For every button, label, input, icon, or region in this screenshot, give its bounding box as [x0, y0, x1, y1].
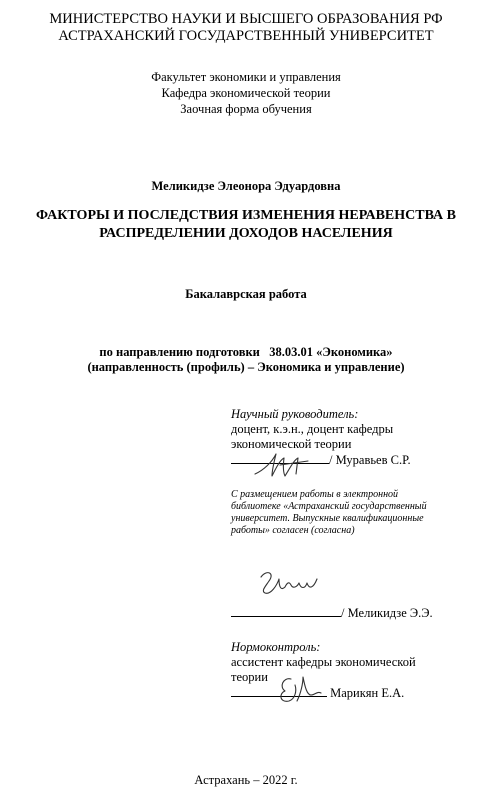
title-line: РАСПРЕДЕЛЕНИИ ДОХОДОВ НАСЕЛЕНИЯ	[99, 226, 393, 241]
normcontrol-block	[231, 640, 481, 701]
university-line: АСТРАХАНСКИЙ ГОСУДАРСТВЕННЫЙ УНИВЕРСИТЕТ	[58, 28, 434, 44]
author-name: Меликидзе Элеонора Эдуардовна	[151, 179, 341, 193]
department-name: Кафедра экономической теории	[161, 86, 331, 100]
supervisor-name: / Муравьев С.Р.	[329, 453, 411, 467]
faculty-block	[0, 69, 492, 117]
supervisor-label: Научный руководитель:	[231, 407, 359, 421]
student-name: / Меликидзе Э.Э.	[341, 606, 433, 620]
normcontrol-position-cont: теории	[231, 670, 268, 684]
profile-line: (направленность (профиль) – Экономика и управление)	[87, 360, 405, 374]
faculty-name: Факультет экономики и управления	[151, 70, 341, 84]
normcontrol-position: ассистент кафедры экономической	[231, 655, 416, 669]
agreement-line: университет. Выпускные квалификационные	[231, 513, 424, 524]
student-signature	[255, 567, 325, 601]
signature-line	[231, 605, 341, 617]
student-sign-row	[231, 605, 481, 621]
agreement-line: С размещением работы в электронной	[231, 489, 399, 500]
thesis-title	[0, 207, 492, 243]
agreement-line: работы» согласен (согласна)	[231, 525, 355, 536]
direction-block	[0, 345, 492, 375]
study-form: Заочная форма обучения	[180, 102, 312, 116]
normcontrol-label: Нормоконтроль:	[231, 640, 321, 654]
supervisor-signature	[250, 450, 320, 480]
city-year: Астрахань – 2022 г.	[194, 773, 298, 787]
agreement-block	[231, 489, 481, 537]
title-line: ФАКТОРЫ И ПОСЛЕДСТВИЯ ИЗМЕНЕНИЯ НЕРАВЕНСТВА В	[36, 208, 456, 223]
normcontrol-sign-row	[231, 685, 481, 701]
supervisor-position: доцент, к.э.н., доцент кафедры	[231, 422, 394, 436]
agreement-line: библиотеке «Астраханский государственный	[231, 501, 427, 512]
normcontrol-name: Марикян Е.А.	[330, 686, 405, 700]
ministry-line: МИНИСТЕРСТВО НАУКИ И ВЫСШЕГО ОБРАЗОВАНИЯ РФ	[49, 11, 443, 27]
ministry-header	[0, 11, 492, 45]
supervisor-position-cont: экономической теории	[231, 437, 352, 451]
work-type: Бакалаврская работа	[185, 287, 307, 301]
normcontrol-signature	[273, 673, 333, 707]
direction-line: по направлению подготовки 38.03.01 «Экономика»	[99, 345, 393, 359]
